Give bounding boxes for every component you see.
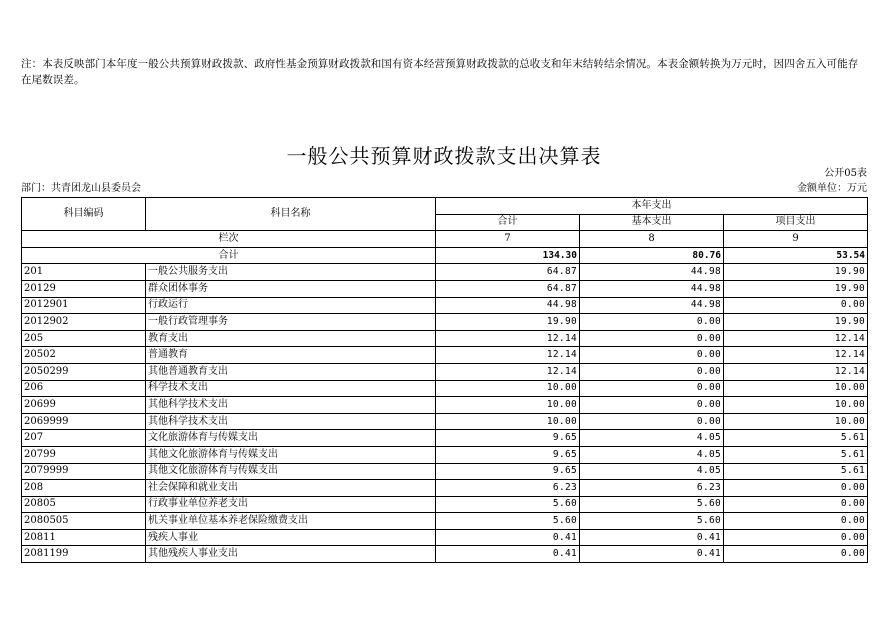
row-basic: 0.00: [580, 347, 724, 364]
table-row: [22, 314, 868, 331]
row-basic: 5.60: [580, 513, 724, 530]
row-name: 其他文化旅游体育与传媒支出: [146, 446, 436, 463]
table-row: [22, 280, 868, 297]
row-code: 201: [22, 264, 146, 281]
sum-row: [22, 247, 868, 264]
row-name: 普通教育: [146, 347, 436, 364]
row-code: 2012902: [22, 314, 146, 331]
row-name: 机关事业单位基本养老保险缴费支出: [146, 513, 436, 530]
amount-unit-label: 金额单位：万元: [797, 183, 867, 194]
row-code: 2012901: [22, 297, 146, 314]
row-basic: 0.00: [580, 363, 724, 380]
row-code: 20502: [22, 347, 146, 364]
row-code: 207: [22, 430, 146, 447]
header-name: 科目名称: [146, 198, 436, 231]
row-project: 0.00: [724, 496, 868, 513]
column-number-row: [22, 231, 868, 248]
row-project: 0.00: [724, 529, 868, 546]
row-basic: 44.98: [580, 280, 724, 297]
row-project: 19.90: [724, 314, 868, 331]
row-name: 其他文化旅游体育与传媒支出: [146, 463, 436, 480]
row-code: 20799: [22, 446, 146, 463]
column-number-label: 栏次: [22, 231, 436, 248]
row-code: 2050299: [22, 363, 146, 380]
header-project: 项目支出: [724, 214, 868, 231]
row-name: 其他残疾人事业支出: [146, 546, 436, 563]
row-basic: 4.05: [580, 446, 724, 463]
row-name: 行政运行: [146, 297, 436, 314]
header-this-year: 本年支出: [436, 198, 868, 215]
row-code: 20805: [22, 496, 146, 513]
row-basic: 6.23: [580, 480, 724, 497]
table-row: [22, 546, 868, 563]
row-basic: 0.41: [580, 546, 724, 563]
row-basic: 0.00: [580, 397, 724, 414]
table-row: [22, 413, 868, 430]
row-project: 5.61: [724, 463, 868, 480]
row-basic: 0.00: [580, 314, 724, 331]
row-name: 残疾人事业: [146, 529, 436, 546]
form-code: 公开05表: [824, 168, 867, 179]
row-name: 群众团体事务: [146, 280, 436, 297]
row-project: 5.61: [724, 446, 868, 463]
row-total: 12.14: [436, 363, 580, 380]
expenditure-table: [21, 197, 868, 563]
row-total: 44.98: [436, 297, 580, 314]
row-basic: 4.05: [580, 463, 724, 480]
table-row: [22, 380, 868, 397]
column-number-basic: 8: [580, 231, 724, 248]
header-row-1: [22, 198, 868, 215]
table-row: [22, 529, 868, 546]
row-total: 0.41: [436, 529, 580, 546]
header-total: 合计: [436, 214, 580, 231]
header-code: 科目编码: [22, 198, 146, 231]
table-row: [22, 330, 868, 347]
row-total: 10.00: [436, 413, 580, 430]
row-name: 行政事业单位养老支出: [146, 496, 436, 513]
row-code: 2081199: [22, 546, 146, 563]
sum-basic: 80.76: [580, 247, 724, 264]
table-note: 注：本表反映部门本年度一般公共预算财政拨款、政府性基金预算财政拨款和国有资本经营预算财政拨款的总收支和年末结转结余情况。本表金额转换为万元时，因四舍五入可能存在尾数误差。: [21, 58, 859, 86]
table-row: [22, 446, 868, 463]
row-project: 12.14: [724, 330, 868, 347]
table-row: [22, 430, 868, 447]
row-project: 0.00: [724, 297, 868, 314]
row-code: 2069999: [22, 413, 146, 430]
row-project: 12.14: [724, 363, 868, 380]
row-basic: 4.05: [580, 430, 724, 447]
row-total: 64.87: [436, 264, 580, 281]
row-name: 其他科学技术支出: [146, 413, 436, 430]
row-project: 5.61: [724, 430, 868, 447]
row-name: 其他科学技术支出: [146, 397, 436, 414]
row-total: 12.14: [436, 347, 580, 364]
row-project: 12.14: [724, 347, 868, 364]
row-code: 206: [22, 380, 146, 397]
row-name: 其他普通教育支出: [146, 363, 436, 380]
table-row: [22, 297, 868, 314]
row-name: 社会保障和就业支出: [146, 480, 436, 497]
row-code: 205: [22, 330, 146, 347]
table-row: [22, 480, 868, 497]
row-total: 5.60: [436, 513, 580, 530]
row-total: 0.41: [436, 546, 580, 563]
row-total: 10.00: [436, 397, 580, 414]
row-code: 2079999: [22, 463, 146, 480]
row-total: 6.23: [436, 480, 580, 497]
row-total: 64.87: [436, 280, 580, 297]
row-basic: 0.00: [580, 330, 724, 347]
header-basic: 基本支出: [580, 214, 724, 231]
row-basic: 0.00: [580, 380, 724, 397]
row-total: 12.14: [436, 330, 580, 347]
row-basic: 0.00: [580, 413, 724, 430]
row-total: 9.65: [436, 446, 580, 463]
table-row: [22, 264, 868, 281]
row-project: 10.00: [724, 380, 868, 397]
row-basic: 5.60: [580, 496, 724, 513]
table-row: [22, 496, 868, 513]
row-name: 一般公共服务支出: [146, 264, 436, 281]
row-project: 19.90: [724, 280, 868, 297]
row-name: 科学技术支出: [146, 380, 436, 397]
table-row: [22, 347, 868, 364]
sum-label: 合计: [22, 247, 436, 264]
row-name: 一般行政管理事务: [146, 314, 436, 331]
row-project: 0.00: [724, 513, 868, 530]
department-label: 部门：共青团龙山县委员会: [21, 183, 141, 194]
column-number-total: 7: [436, 231, 580, 248]
row-basic: 44.98: [580, 264, 724, 281]
table-row: [22, 363, 868, 380]
table-row: [22, 397, 868, 414]
row-project: 10.00: [724, 397, 868, 414]
page-title: 一般公共预算财政拨款支出决算表: [286, 144, 602, 168]
row-project: 0.00: [724, 480, 868, 497]
row-code: 20811: [22, 529, 146, 546]
row-code: 20129: [22, 280, 146, 297]
row-project: 10.00: [724, 413, 868, 430]
row-code: 2080505: [22, 513, 146, 530]
row-name: 文化旅游体育与传媒支出: [146, 430, 436, 447]
row-total: 5.60: [436, 496, 580, 513]
sum-total: 134.30: [436, 247, 580, 264]
row-total: 9.65: [436, 430, 580, 447]
row-code: 20699: [22, 397, 146, 414]
row-total: 9.65: [436, 463, 580, 480]
row-code: 208: [22, 480, 146, 497]
row-basic: 0.41: [580, 529, 724, 546]
row-basic: 44.98: [580, 297, 724, 314]
row-project: 19.90: [724, 264, 868, 281]
row-total: 10.00: [436, 380, 580, 397]
table-row: [22, 513, 868, 530]
row-project: 0.00: [724, 546, 868, 563]
column-number-project: 9: [724, 231, 868, 248]
row-total: 19.90: [436, 314, 580, 331]
sum-project: 53.54: [724, 247, 868, 264]
row-name: 教育支出: [146, 330, 436, 347]
table-row: [22, 463, 868, 480]
